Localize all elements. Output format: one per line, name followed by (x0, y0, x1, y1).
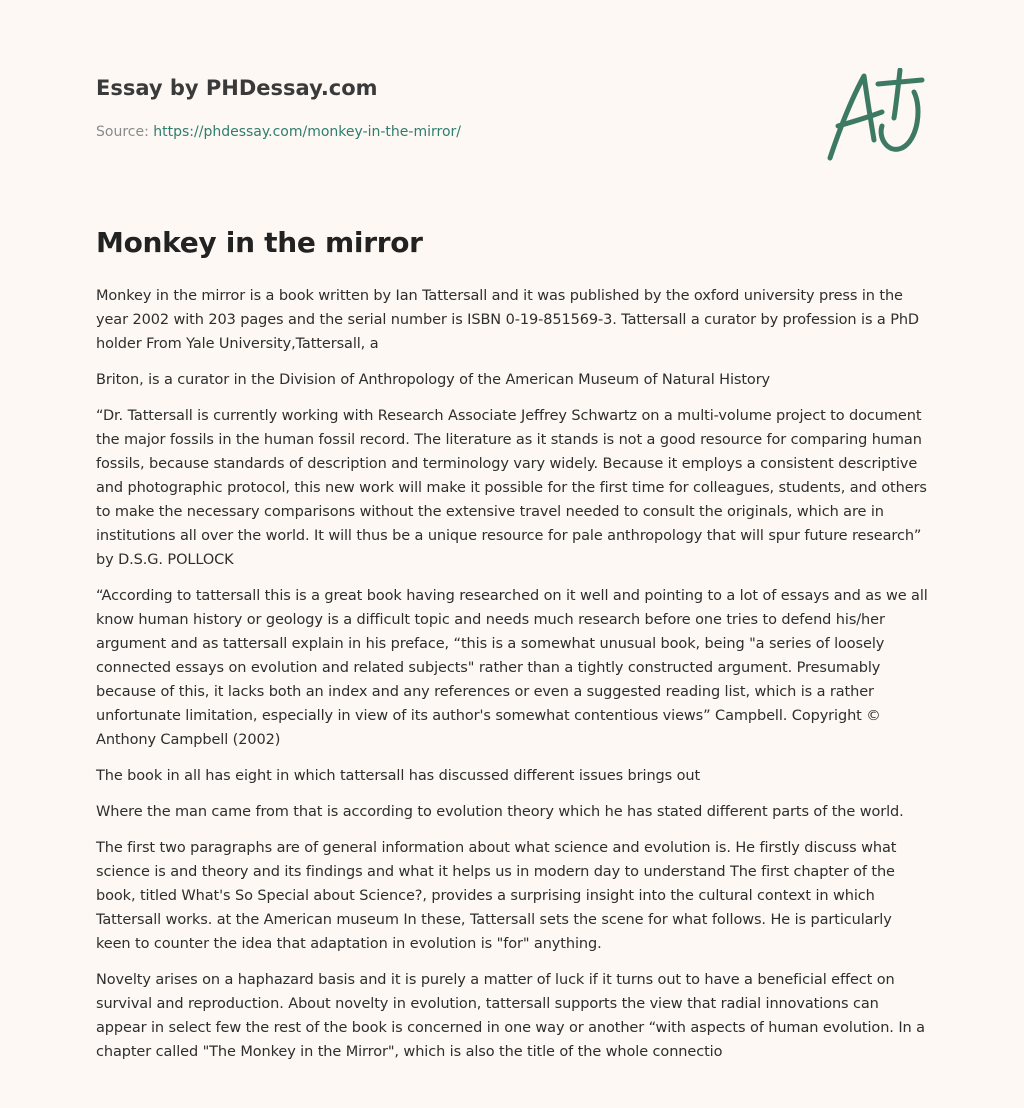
article-body (96, 284, 930, 1076)
article-paragraph: “Dr. Tattersall is currently working with Research Associate Jeffrey Schwartz on a multi-volume project to document the major fossils in the human fossil record. The literature as it stands is not a good resource for comparing human fossils, because standards of description and terminology vary widely. Because it employs a consistent descriptive and photographic protocol, this new work will make it possible for the first time for colleagues, students, and others to make the necessary comparisons without the extensive travel needed to consult the originals, which are in institutions all over the world. It will thus be a unique resource for pale anthropology that will spur future research” by D.S.G. POLLOCK (96, 408, 927, 568)
article-paragraph: Where the man came from that is according to evolution theory which he has stated different parts of the world. (96, 804, 904, 820)
source-label: Source: (96, 124, 149, 140)
site-brand: Essay by PHDessay.com (96, 76, 378, 100)
article-paragraph: “According to tattersall this is a great book having researched on it well and pointing to a lot of essays and as we all know human history or geology is a difficult topic and needs much research before one tries to defend his/her argument and as tattersall explain in his preface, “this is a somewhat unusual book, being "a series of loosely connected essays on evolution and related subjects" rather than a tightly constructed argument. Presumably because of this, it lacks both an index and any references or even a suggested reading list, which is a rather unfortunate limitation, especially in view of its author's somewhat contentious views” Campbell. Copyright © Anthony Campbell (2002) (96, 588, 928, 748)
article-paragraph: Novelty arises on a haphazard basis and it is purely a matter of luck if it turns out to have a beneficial effect on survival and reproduction. About novelty in evolution, tattersall supports the view that radial innovations can appear in select few the rest of the book is concerned in one way or another “with aspects of human evolution. In a chapter called "The Monkey in the Mirror", which is also the title of the whole connectio (96, 972, 925, 1060)
article-paragraph: Briton, is a curator in the Division of Anthropology of the American Museum of Natural History (96, 372, 771, 388)
source-link[interactable]: https://phdessay.com/monkey-in-the-mirror/ (153, 124, 461, 140)
article-paragraph: Monkey in the mirror is a book written by Ian Tattersall and it was published by the oxford university press in the year 2002 with 203 pages and the serial number is ISBN 0-19-851569-3. Tattersall a curator by profession is a PhD holder From Yale University,Tattersall, a (96, 288, 919, 352)
article-paragraph: The first two paragraphs are of general information about what science and evolution is. He firstly discuss what science is and theory and its findings and what it helps us in modern day to understand The first chapter of the book, titled What's So Special about Science?, provides a surprising insight into the cultural context in which Tattersall works. at the American museum In these, Tattersall sets the scene for what follows. He is particularly keen to counter the idea that adaptation in evolution is "for" anything. (96, 840, 897, 952)
source-line (96, 124, 461, 140)
article-paragraph: The book in all has eight in which tattersall has discussed different issues brings out (96, 768, 701, 784)
a-plus-logo-icon (822, 68, 928, 164)
article-title: Monkey in the mirror (96, 226, 423, 259)
